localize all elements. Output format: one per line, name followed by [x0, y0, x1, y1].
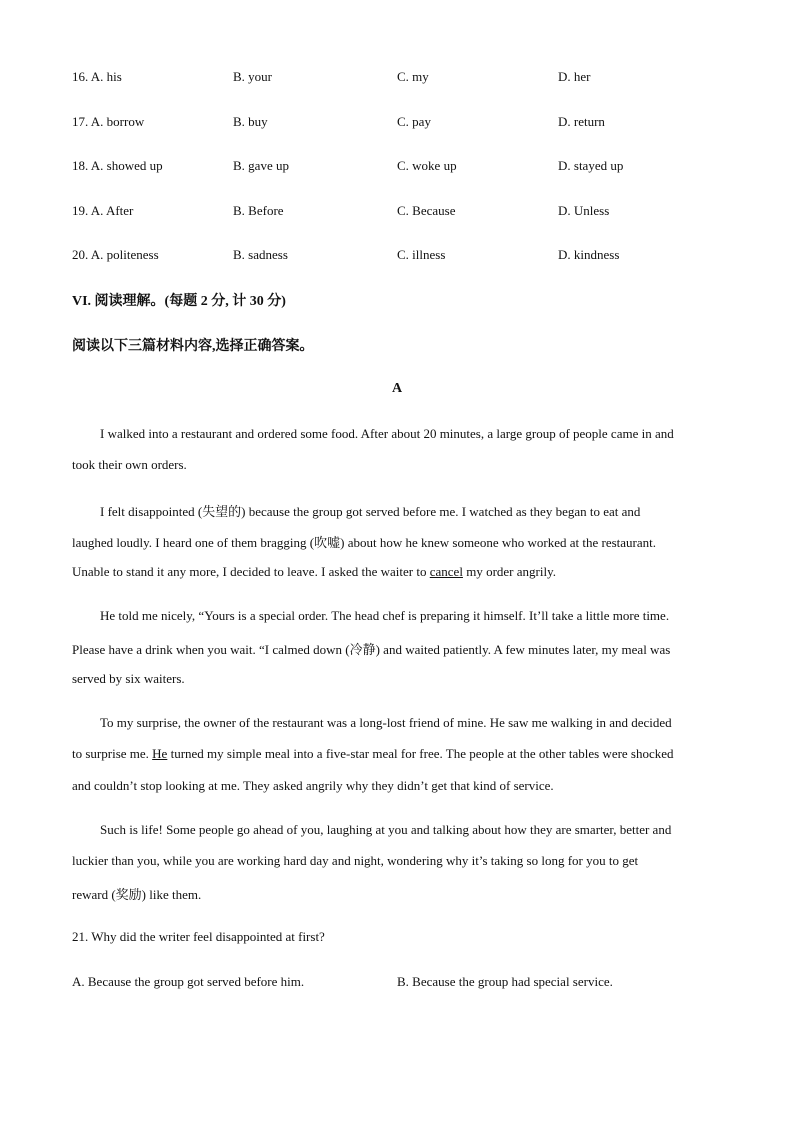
underlined-word-he: He [152, 746, 168, 761]
option-16-d: D. her [558, 69, 591, 84]
paragraph-1-line-1: I walked into a restaurant and ordered some food. After about 20 minutes, a large group of people came in and [100, 426, 674, 441]
options-row-17 [72, 114, 752, 134]
underlined-word-cancel: cancel [429, 564, 463, 579]
paragraph-1-line-2: took their own orders. [72, 457, 187, 472]
option-17-a: 17. A. borrow [72, 114, 145, 129]
option-17-b: B. buy [233, 114, 268, 129]
paragraph-4-line-2-start: to surprise me. [72, 746, 153, 761]
paragraph-2-line-3-end: my order angrily. [462, 564, 556, 579]
paragraph-4-line-2-end: turned my simple meal into a five-star meal for free. The people at the other tables were shocked [167, 746, 674, 761]
section-instruction: 阅读以下三篇材料内容,选择正确答案。 [72, 339, 314, 354]
option-17-c: C. pay [397, 114, 431, 129]
option-18-a: 18. A. showed up [72, 158, 163, 173]
options-row-20 [72, 247, 752, 267]
options-row-18 [72, 158, 752, 178]
paragraph-4-line-1: To my surprise, the owner of the restaurant was a long-lost friend of mine. He saw me walking in and decided [100, 715, 672, 730]
passage-title: A [391, 381, 403, 396]
paragraph-2-line-3 [72, 564, 722, 580]
paragraph-5-line-2: luckier than you, while you are working hard day and night, wondering why it’s taking so long for you to get [72, 853, 639, 868]
option-16-c: C. my [397, 69, 429, 84]
option-19-a: 19. A. After [72, 203, 134, 218]
option-20-d: D. kindness [558, 247, 620, 262]
option-18-b: B. gave up [233, 158, 289, 173]
option-18-c: C. woke up [397, 158, 457, 173]
options-row-16 [72, 69, 752, 89]
option-19-b: B. Before [233, 203, 284, 218]
option-16-a: 16. A. his [72, 69, 122, 84]
paragraph-5-line-1: Such is life! Some people go ahead of you, laughing at you and talking about how they are smarter, better and [100, 822, 672, 837]
option-20-c: C. illness [397, 247, 446, 262]
paragraph-5-line-3: reward (奖励) like them. [72, 887, 202, 902]
option-17-d: D. return [558, 114, 605, 129]
paragraph-3-line-2: Please have a drink when you wait. “I calmed down (冷静) and waited patiently. A few minutes later, my meal was [72, 642, 671, 657]
paragraph-2-line-3-start: Unable to stand it any more, I decided to leave. I asked the waiter to [72, 564, 430, 579]
paragraph-3-line-3: served by six waiters. [72, 671, 185, 686]
section-heading: VI. 阅读理解。(每题 2 分, 计 30 分) [72, 294, 286, 309]
question-21-option-a: A. Because the group got served before him. [72, 974, 305, 989]
option-16-b: B. your [233, 69, 272, 84]
option-18-d: D. stayed up [558, 158, 624, 173]
option-19-c: C. Because [397, 203, 456, 218]
option-20-b: B. sadness [233, 247, 288, 262]
question-21-stem: 21. Why did the writer feel disappointed at first? [72, 929, 325, 944]
question-21-option-b: B. Because the group had special service. [397, 974, 613, 989]
option-19-d: D. Unless [558, 203, 610, 218]
paragraph-2-line-1: I felt disappointed (失望的) because the group got served before me. I watched as they began to eat and [100, 504, 641, 519]
paragraph-4-line-3: and couldn’t stop looking at me. They asked angrily why they didn’t get that kind of service. [72, 778, 554, 793]
paragraph-2-line-2: laughed loudly. I heard one of them bragging (吹嘘) about how he knew someone who worked at the restaurant. [72, 535, 656, 550]
paragraph-4-line-2 [72, 746, 722, 762]
paragraph-3-line-1: He told me nicely, “Yours is a special order. The head chef is preparing it himself. It’ll take a little more time. [100, 608, 670, 623]
options-row-19 [72, 203, 752, 223]
option-20-a: 20. A. politeness [72, 247, 159, 262]
